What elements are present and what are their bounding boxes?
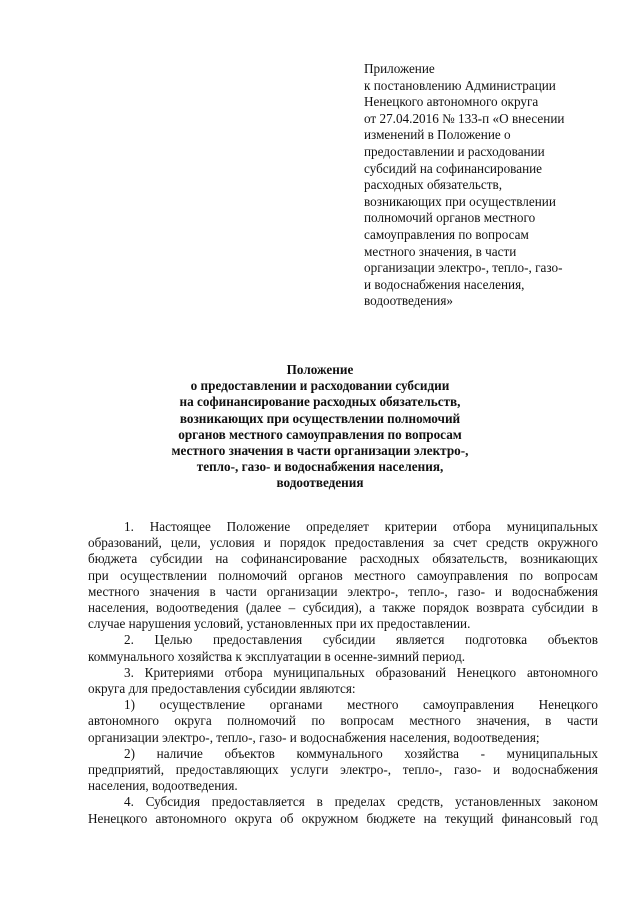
- body-word: полномочий: [227, 713, 296, 729]
- body-word: возникающих: [520, 551, 598, 567]
- title-line: местного значения в части организации электро-,: [171, 443, 469, 459]
- annex-line: изменений в Положение о: [364, 127, 511, 143]
- body-line: случае нарушения условий, установленных при их предоставлении.: [88, 616, 471, 632]
- body-line: [88, 811, 598, 827]
- body-word: (далее: [245, 600, 282, 616]
- body-word: в: [545, 713, 552, 729]
- annex-line: и водоснабжения населения,: [364, 276, 525, 292]
- body-word: и: [263, 535, 271, 551]
- body-word: 3.: [124, 664, 134, 680]
- body-word: предоставляющих: [175, 762, 279, 778]
- body-word: газо-: [457, 583, 486, 599]
- body-line: [88, 519, 598, 535]
- annex-line: полномочий органов местного: [364, 210, 536, 226]
- body-word: муниципальных: [506, 745, 598, 761]
- body-word: -: [480, 745, 485, 761]
- body-word: порядок: [279, 535, 326, 551]
- body-word: окружном: [301, 810, 359, 826]
- body-word: критерии: [384, 519, 438, 534]
- body-word: 1): [124, 697, 135, 713]
- body-word: и: [493, 762, 501, 778]
- body-word: значения: [149, 583, 200, 599]
- body-word: коммунального: [296, 745, 383, 761]
- body-word: предоставления: [334, 535, 425, 551]
- body-word: условия: [209, 535, 255, 551]
- body-word: 4.: [124, 794, 134, 810]
- body-word: тепло-,: [402, 762, 443, 778]
- annex-line: местного значения, в части: [364, 243, 517, 259]
- body-word: обязательств,: [432, 551, 508, 567]
- body-line: [88, 697, 598, 713]
- body-word: тепло-,: [408, 583, 448, 599]
- body-word: счет: [453, 535, 477, 551]
- body-word: местного: [409, 713, 461, 729]
- body-word: расходных: [359, 551, 420, 567]
- body-line: [88, 600, 598, 616]
- body-word: год: [579, 810, 598, 826]
- body-word: отбора: [224, 664, 263, 680]
- body-line: [88, 584, 598, 600]
- body-word: в: [591, 600, 598, 616]
- annex-block: [364, 61, 600, 310]
- body-word: значения,: [476, 713, 530, 729]
- body-word: и: [494, 583, 502, 599]
- body-word: Целью: [154, 632, 193, 648]
- annex-line: к постановлению Администрации: [364, 77, 556, 93]
- body-word: предоставляется: [211, 794, 305, 810]
- body-word: определяет: [306, 519, 369, 534]
- body-word: за: [433, 535, 445, 551]
- body-word: водоснабжения: [511, 762, 598, 778]
- body-word: муниципальных: [506, 519, 598, 534]
- body-word: предоставления: [212, 632, 303, 648]
- body-line: [88, 746, 598, 762]
- body-word: окружного: [537, 535, 598, 551]
- body-line: [88, 762, 598, 778]
- annex-line: организации электро-, тепло-, газо-: [364, 260, 563, 276]
- body-word: –: [288, 600, 296, 616]
- title-line: органов местного самоуправления по вопросам: [178, 426, 462, 442]
- body-word: 2.: [124, 632, 134, 648]
- body-word: осуществлении: [120, 567, 207, 583]
- body-line: населения, водоотведения.: [88, 778, 238, 794]
- body-word: услуги: [290, 762, 329, 778]
- body-word: округа: [174, 713, 212, 729]
- body-word: электро-,: [340, 762, 392, 778]
- body-word: местного: [354, 567, 406, 583]
- body-line: [88, 535, 598, 551]
- body-word: местного: [346, 697, 399, 713]
- annex-line: субсидий на софинансирование: [364, 160, 543, 176]
- body-word: автономного: [526, 664, 598, 680]
- title-line: о предоставлении и расходовании субсидии: [190, 378, 450, 394]
- annex-line: водоотведения»: [364, 293, 454, 309]
- body-word: субсидии: [531, 600, 585, 616]
- body-line: коммунального хозяйства к эксплуатации в осенне-зимний период.: [88, 648, 466, 664]
- body-word: хозяйства: [404, 745, 459, 761]
- body-word: Ненецкого: [538, 697, 598, 713]
- body-word: полномочий: [218, 567, 288, 583]
- body-word: наличие: [156, 745, 203, 761]
- body-word: подготовка: [465, 632, 528, 648]
- title-heading: Положение: [286, 362, 354, 377]
- body-word: образований,: [88, 535, 162, 551]
- body-word: а: [369, 600, 376, 616]
- body-word: образований: [375, 664, 447, 680]
- body-word: объектов: [547, 632, 598, 648]
- body-word: в: [316, 794, 323, 810]
- body-word: Положение: [226, 519, 291, 534]
- body-word: Ненецкого: [456, 664, 517, 680]
- body-word: вопросам: [544, 567, 598, 583]
- body-word: органами: [269, 697, 323, 713]
- title-line: на софинансирование расходных обязательств,: [179, 394, 461, 410]
- body-word: автономного: [88, 713, 160, 729]
- body-word: части: [225, 583, 257, 599]
- body-word: Настоящее: [149, 519, 211, 534]
- body-word: самоуправления: [422, 697, 515, 713]
- body-word: по: [519, 567, 534, 583]
- body-word: осуществление: [159, 697, 246, 713]
- body-word: установленных: [455, 794, 541, 810]
- annex-line: Ненецкого автономного округа: [364, 94, 539, 110]
- body-word: предприятий,: [88, 762, 164, 778]
- body-line: [88, 794, 598, 810]
- body-word: также: [382, 600, 416, 616]
- body-word: самоуправления: [416, 567, 509, 583]
- body-word: населения,: [88, 600, 149, 616]
- body-word: Ненецкого: [88, 810, 148, 826]
- document-title: [150, 362, 490, 492]
- body-word: средств: [485, 535, 529, 551]
- body-line: [88, 665, 598, 681]
- body-word: 1.: [124, 519, 134, 534]
- body-word: Субсидия: [145, 794, 201, 810]
- body-line: [88, 632, 598, 648]
- body-word: муниципальных: [273, 664, 365, 680]
- body-word: части: [566, 713, 598, 729]
- body-word: электро-,: [347, 583, 399, 599]
- body-word: Критериями: [144, 664, 214, 680]
- body-word: пределах: [334, 794, 386, 810]
- annex-line: возникающих при осуществлении: [364, 193, 556, 209]
- body-word: финансовый: [501, 810, 572, 826]
- annex-line: предоставлении и расходовании: [364, 143, 545, 159]
- annex-line: от 27.04.2016 № 133-п «О внесении: [364, 110, 565, 126]
- body-word: бюджета: [88, 551, 138, 567]
- body-word: законом: [552, 794, 598, 810]
- body-word: субсидии: [322, 632, 376, 648]
- body-word: организации: [266, 583, 338, 599]
- body-word: объектов: [224, 745, 275, 761]
- body-line: [88, 713, 598, 729]
- body-word: автономного: [155, 810, 227, 826]
- body-word: об: [280, 810, 294, 826]
- body-word: цели,: [170, 535, 201, 551]
- body-word: текущий: [444, 810, 494, 826]
- document-body: [88, 519, 598, 827]
- body-word: водоснабжения: [511, 583, 598, 599]
- body-word: на: [423, 810, 437, 826]
- body-word: является: [396, 632, 445, 648]
- body-word: бюджете: [366, 810, 416, 826]
- body-word: округа: [234, 810, 272, 826]
- body-word: вопросам: [340, 713, 394, 729]
- body-word: местного: [88, 583, 140, 599]
- body-word: 2): [124, 745, 135, 761]
- body-line: [88, 551, 598, 567]
- body-line: округа для предоставления субсидии являются:: [88, 681, 356, 697]
- body-word: органов: [298, 567, 343, 583]
- body-word: порядок: [422, 600, 469, 616]
- annex-line: Приложение: [364, 61, 435, 76]
- body-line: организации электро-, тепло-, газо- и водоснабжения населения, водоотведения;: [88, 729, 540, 745]
- body-word: софинансирование: [241, 551, 348, 567]
- annex-line: самоуправления по вопросам: [364, 226, 529, 242]
- body-line: [88, 568, 598, 584]
- title-line: тепло-, газо- и водоснабжения населения,: [196, 459, 444, 475]
- body-word: при: [88, 567, 109, 583]
- body-word: субсидия),: [302, 600, 362, 616]
- body-word: в: [209, 583, 216, 599]
- title-line: водоотведения: [276, 475, 364, 491]
- body-word: газо-: [454, 762, 482, 778]
- body-word: по: [311, 713, 325, 729]
- annex-line: расходных обязательств,: [364, 177, 503, 193]
- body-word: на: [215, 551, 229, 567]
- body-word: возврата: [476, 600, 525, 616]
- body-word: средств,: [397, 794, 444, 810]
- body-word: отбора: [452, 519, 491, 534]
- body-word: водоотведения: [156, 600, 239, 616]
- title-line: возникающих при осуществлении полномочий: [179, 410, 461, 426]
- body-word: субсидии: [149, 551, 203, 567]
